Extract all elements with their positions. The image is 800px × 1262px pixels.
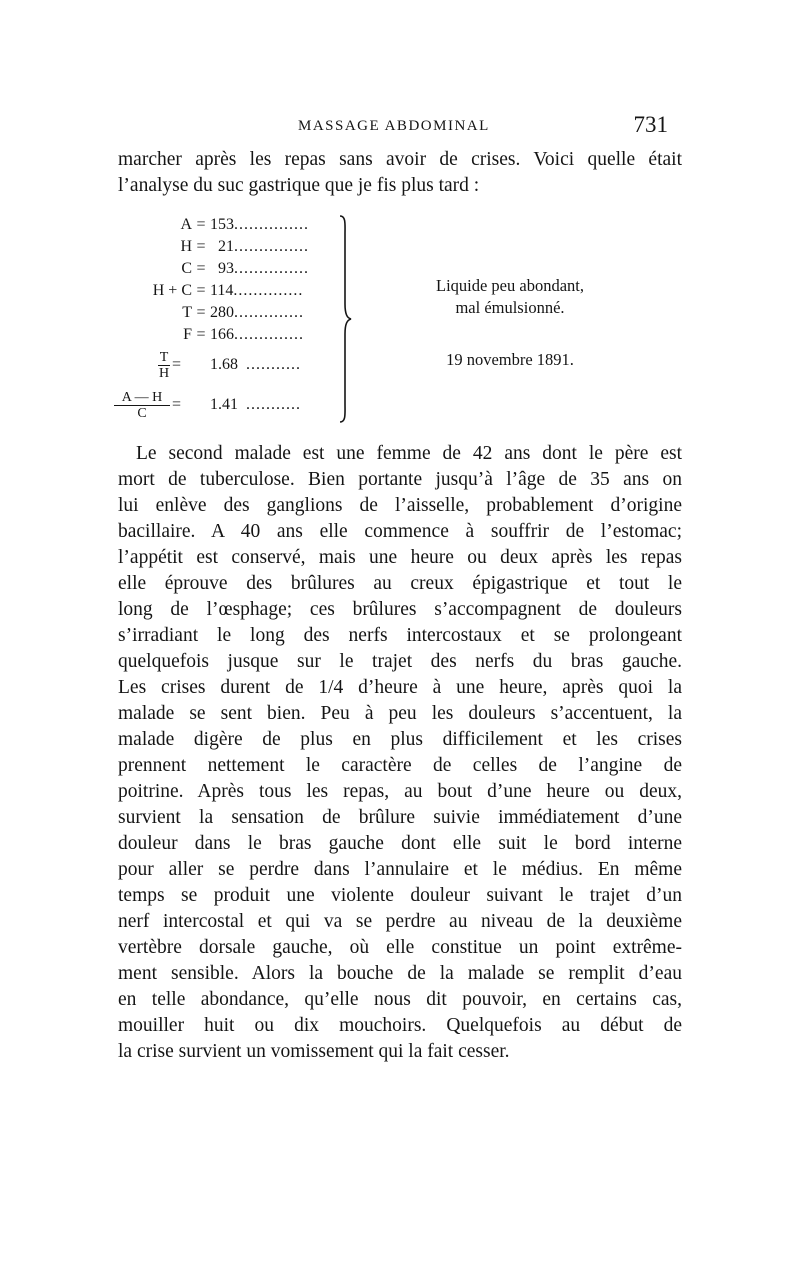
text-line: elle éprouve des brûlures au creux épigastrique et tout le [118,573,682,594]
text-line: malade se sent bien. Peu à peu les douleurs s’accentuent, la [118,703,682,724]
text-line: Les crises durent de 1/4 d’heure à une heure, après quoi la [118,677,682,698]
text-line: Le second malade est une femme de 42 ans dont le père est [136,443,682,464]
leader-dots: ........... [246,356,301,373]
text-line: vertèbre dorsale gauche, où elle constitue un point extrême- [118,937,682,958]
analysis-row [100,280,303,302]
text-line: la crise survient un vomissement qui la fait cesser. [118,1041,510,1062]
curly-brace-icon [338,214,352,424]
analysis-label: H [180,238,192,255]
page-number: 731 [633,112,668,137]
note-line: mal émulsionné. [455,298,565,317]
ratio-value: 1.41 [210,396,238,413]
fraction [114,390,170,421]
equals-sign: = [172,396,182,413]
text-line: survient la sensation de brûlure suivie immédiatement d’une [118,807,682,828]
equals-sign: = [196,282,206,299]
leader-dots: ............... [234,238,309,255]
analysis-value: 280 [210,304,234,321]
leader-dots: ............... [234,260,309,277]
leader-dots: .............. [234,326,304,343]
text-line: en telle abondance, qu’elle nous dit pouvoir, en certains cas, [118,989,682,1010]
text-line: lui enlève des ganglions de l’aisselle, probablement d’origine [118,495,682,516]
text-line: prennent nettement le caractère de celles de l’angine de [118,755,682,776]
fraction-numerator: A — H [114,390,170,406]
equals-sign: = [196,238,206,255]
analysis-label: C [181,260,192,277]
text-line: nerf intercostal et qui va se perdre au niveau de la deuxième [118,911,682,932]
analysis-label: H + C [152,282,192,299]
analysis-row [100,302,304,324]
text-line: quelquefois jusque sur le trajet des nerfs du bras gauche. [118,651,682,672]
leader-dots: .............. [233,282,304,299]
analysis-label: A [180,216,192,233]
equals-sign: = [196,326,206,343]
text-line: l’analyse du suc gastrique que je fis plus tard : [118,175,480,196]
leader-dots: ............... [234,216,309,233]
analysis-value: 153 [210,216,234,233]
ratio-value: 1.68 [210,356,238,373]
running-title: MASSAGE ABDOMINAL [298,118,490,134]
body-paragraph [118,441,682,1065]
text-line: douleur dans le bras gauche dont elle suit le bord interne [118,833,682,854]
analysis-note [400,276,620,318]
text-line: pour aller se perdre dans l’annulaire et le médius. En même [118,859,682,880]
fraction-numerator: T [159,350,169,365]
ratio-row [100,348,340,388]
analysis-value: 93 [218,260,234,277]
note-line: Liquide peu abondant, [435,276,584,295]
text-line: mouiller huit ou dix mouchoirs. Quelquefois au début de [118,1015,682,1036]
text-line: long de l’œsphage; ces brûlures s’accompagnent de douleurs [118,599,682,620]
ratio-row [100,388,340,428]
text-line: mort de tuberculose. Bien portante jusqu’à l’âge de 35 ans on [118,469,682,490]
analysis-row [100,324,304,346]
leader-dots: .............. [234,304,304,321]
text-line: temps se produit une violente douleur suivant le trajet d’un [118,885,682,906]
text-line: l’appétit est conservé, mais une heure ou deux après les repas [118,547,682,568]
text-line: poitrine. Après tous les repas, au bout d’une heure ou deux, [118,781,682,802]
analysis-label: T [182,304,192,321]
text-line: marcher après les repas sans avoir de crises. Voici quelle était [118,149,682,170]
equals-sign: = [196,304,206,321]
text-line: bacillaire. A 40 ans elle commence à souffrir de l’estomac; [118,521,682,542]
equals-sign: = [196,216,206,233]
equals-sign: = [196,260,206,277]
analysis-date: 19 novembre 1891. [446,350,574,369]
text-line: malade digère de plus en plus difficilement et les crises [118,729,682,750]
intro-paragraph [118,147,682,199]
fraction-denominator: H [158,366,170,381]
analysis-value: 114 [210,282,234,299]
page-header [118,112,678,142]
text-line: ment sensible. Alors la bouche de la malade se remplit d’eau [118,963,682,984]
analysis-row [100,214,309,236]
fraction [158,350,170,381]
analysis-label: F [183,326,192,343]
gastric-analysis [100,214,700,434]
analysis-value: 21 [218,238,234,255]
analysis-row [100,236,309,258]
analysis-row [100,258,309,280]
fraction-denominator: C [137,406,147,421]
equals-sign: = [172,356,182,373]
leader-dots: ........... [246,396,301,413]
text-line: s’irradiant le long des nerfs intercostaux et se prolongeant [118,625,682,646]
analysis-value: 166 [210,326,234,343]
